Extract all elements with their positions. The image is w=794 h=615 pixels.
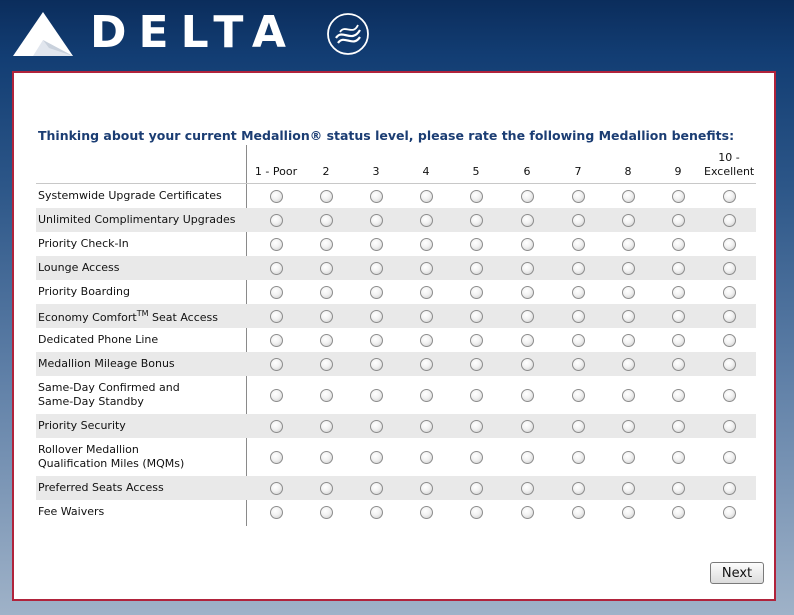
rating-radio[interactable] bbox=[622, 420, 635, 433]
rating-radio[interactable] bbox=[622, 214, 635, 227]
rating-radio[interactable] bbox=[672, 482, 685, 495]
rating-row bbox=[36, 414, 756, 438]
rating-radio[interactable] bbox=[420, 286, 433, 299]
rating-radio[interactable] bbox=[470, 334, 483, 347]
rating-radio[interactable] bbox=[370, 286, 383, 299]
rating-radio[interactable] bbox=[572, 451, 585, 464]
row-label-text: Priority Security bbox=[38, 419, 126, 432]
rating-row bbox=[36, 232, 756, 256]
rating-radio[interactable] bbox=[420, 506, 433, 519]
rating-radio[interactable] bbox=[320, 420, 333, 433]
rating-radio[interactable] bbox=[320, 482, 333, 495]
rating-radio[interactable] bbox=[572, 389, 585, 402]
row-label bbox=[38, 481, 238, 495]
row-label bbox=[38, 285, 238, 299]
rating-radio[interactable] bbox=[672, 420, 685, 433]
row-label-suffix: Seat Access bbox=[148, 310, 218, 324]
rating-grid bbox=[36, 145, 756, 524]
rating-radio[interactable] bbox=[622, 286, 635, 299]
rating-radio[interactable] bbox=[370, 262, 383, 275]
row-label-text: Same-Day Confirmed and Same-Day Standby bbox=[38, 381, 180, 408]
rating-row bbox=[36, 280, 756, 304]
rating-radio[interactable] bbox=[672, 214, 685, 227]
rating-radio[interactable] bbox=[572, 358, 585, 371]
rating-row bbox=[36, 184, 756, 208]
rating-radio[interactable] bbox=[723, 190, 736, 203]
rating-radio[interactable] bbox=[723, 214, 736, 227]
column-header: 7 bbox=[574, 165, 582, 178]
next-button[interactable]: Next bbox=[710, 562, 764, 584]
row-label-text: Lounge Access bbox=[38, 261, 120, 274]
column-header: 4 bbox=[422, 165, 430, 178]
rating-radio[interactable] bbox=[320, 190, 333, 203]
rating-radio[interactable] bbox=[672, 262, 685, 275]
row-label bbox=[38, 443, 198, 471]
rating-radio[interactable] bbox=[370, 358, 383, 371]
rating-radio[interactable] bbox=[320, 451, 333, 464]
rating-radio[interactable] bbox=[622, 451, 635, 464]
rating-radio[interactable] bbox=[622, 358, 635, 371]
row-label-text: Systemwide Upgrade Certificates bbox=[38, 189, 222, 202]
row-label bbox=[38, 505, 238, 519]
rating-radio[interactable] bbox=[270, 310, 283, 323]
rating-radio[interactable] bbox=[320, 506, 333, 519]
row-label bbox=[38, 307, 238, 325]
rating-row bbox=[36, 304, 756, 328]
survey-question: Thinking about your current Medallion® status level, please rate the following Medallion benefits: bbox=[38, 128, 735, 143]
row-label bbox=[38, 357, 238, 371]
rating-radio[interactable] bbox=[622, 238, 635, 251]
rating-radio[interactable] bbox=[723, 238, 736, 251]
rating-radio[interactable] bbox=[622, 506, 635, 519]
rating-radio[interactable] bbox=[470, 238, 483, 251]
row-label-text: Priority Check-In bbox=[38, 237, 129, 250]
rating-radio[interactable] bbox=[270, 482, 283, 495]
skyteam-logo-icon bbox=[322, 10, 374, 58]
rating-radio[interactable] bbox=[521, 506, 534, 519]
rating-row bbox=[36, 352, 756, 376]
rating-radio[interactable] bbox=[470, 286, 483, 299]
column-header: 6 bbox=[523, 165, 531, 178]
column-header: 9 bbox=[674, 165, 682, 178]
rating-radio[interactable] bbox=[370, 334, 383, 347]
rating-radio[interactable] bbox=[672, 310, 685, 323]
rating-radio[interactable] bbox=[572, 420, 585, 433]
rating-row bbox=[36, 476, 756, 500]
rating-radio[interactable] bbox=[521, 358, 534, 371]
rating-radio[interactable] bbox=[320, 286, 333, 299]
column-header: 1 - Poor bbox=[254, 165, 298, 178]
rating-radio[interactable] bbox=[572, 262, 585, 275]
rating-radio[interactable] bbox=[723, 420, 736, 433]
row-label bbox=[38, 261, 238, 275]
rating-radio[interactable] bbox=[572, 238, 585, 251]
rating-radio[interactable] bbox=[320, 334, 333, 347]
row-label bbox=[38, 213, 238, 227]
column-header: 3 bbox=[372, 165, 380, 178]
rating-radio[interactable] bbox=[320, 262, 333, 275]
rating-radio[interactable] bbox=[470, 482, 483, 495]
survey-panel bbox=[12, 71, 776, 601]
rating-radio[interactable] bbox=[572, 482, 585, 495]
rating-radio[interactable] bbox=[470, 214, 483, 227]
rating-row bbox=[36, 438, 756, 476]
rating-radio[interactable] bbox=[420, 238, 433, 251]
rating-radio[interactable] bbox=[672, 238, 685, 251]
rating-radio[interactable] bbox=[320, 238, 333, 251]
rating-radio[interactable] bbox=[370, 451, 383, 464]
rating-radio[interactable] bbox=[270, 214, 283, 227]
rating-row bbox=[36, 328, 756, 352]
rating-radio[interactable] bbox=[521, 389, 534, 402]
rating-radio[interactable] bbox=[270, 358, 283, 371]
row-label bbox=[38, 333, 238, 347]
row-label-text: Unlimited Complimentary Upgrades bbox=[38, 213, 236, 226]
rating-radio[interactable] bbox=[521, 262, 534, 275]
row-label-text: Economy Comfort bbox=[38, 310, 137, 324]
rating-radio[interactable] bbox=[723, 310, 736, 323]
rating-radio[interactable] bbox=[521, 420, 534, 433]
rating-radio[interactable] bbox=[270, 420, 283, 433]
rating-radio[interactable] bbox=[622, 334, 635, 347]
row-label-text: Dedicated Phone Line bbox=[38, 333, 159, 346]
rating-radio[interactable] bbox=[572, 214, 585, 227]
rating-radio[interactable] bbox=[420, 389, 433, 402]
rating-radio[interactable] bbox=[420, 482, 433, 495]
rating-radio[interactable] bbox=[470, 389, 483, 402]
row-label-text: Fee Waivers bbox=[38, 505, 105, 518]
row-label bbox=[38, 189, 238, 203]
row-label-text: Preferred Seats Access bbox=[38, 481, 164, 494]
rating-radio[interactable] bbox=[723, 451, 736, 464]
rating-radio[interactable] bbox=[672, 389, 685, 402]
rating-radio[interactable] bbox=[370, 420, 383, 433]
rating-radio[interactable] bbox=[320, 389, 333, 402]
rating-rows bbox=[36, 184, 756, 524]
rating-radio[interactable] bbox=[521, 286, 534, 299]
rating-radio[interactable] bbox=[622, 482, 635, 495]
rating-radio[interactable] bbox=[521, 238, 534, 251]
rating-radio[interactable] bbox=[270, 389, 283, 402]
rating-radio[interactable] bbox=[622, 389, 635, 402]
rating-radio[interactable] bbox=[470, 310, 483, 323]
rating-radio[interactable] bbox=[723, 482, 736, 495]
rating-radio[interactable] bbox=[470, 506, 483, 519]
rating-radio[interactable] bbox=[420, 214, 433, 227]
rating-radio[interactable] bbox=[470, 358, 483, 371]
rating-radio[interactable] bbox=[470, 190, 483, 203]
rating-radio[interactable] bbox=[672, 506, 685, 519]
rating-radio[interactable] bbox=[672, 451, 685, 464]
rating-radio[interactable] bbox=[521, 310, 534, 323]
rating-radio[interactable] bbox=[270, 286, 283, 299]
column-header-row bbox=[36, 145, 756, 184]
rating-radio[interactable] bbox=[420, 310, 433, 323]
rating-radio[interactable] bbox=[572, 286, 585, 299]
rating-radio[interactable] bbox=[572, 310, 585, 323]
rating-radio[interactable] bbox=[470, 420, 483, 433]
rating-radio[interactable] bbox=[420, 420, 433, 433]
rating-radio[interactable] bbox=[521, 214, 534, 227]
trademark-superscript: TM bbox=[136, 309, 149, 319]
rating-radio[interactable] bbox=[470, 451, 483, 464]
rating-radio[interactable] bbox=[320, 214, 333, 227]
row-label bbox=[38, 419, 238, 433]
row-label-text: Rollover Medallion Qualification Miles (MQMs) bbox=[38, 443, 185, 470]
rating-radio[interactable] bbox=[521, 334, 534, 347]
rating-radio[interactable] bbox=[572, 506, 585, 519]
rating-radio[interactable] bbox=[270, 238, 283, 251]
rating-radio[interactable] bbox=[723, 389, 736, 402]
column-header: 5 bbox=[472, 165, 480, 178]
rating-radio[interactable] bbox=[370, 506, 383, 519]
rating-radio[interactable] bbox=[370, 238, 383, 251]
rating-radio[interactable] bbox=[420, 190, 433, 203]
rating-radio[interactable] bbox=[672, 190, 685, 203]
row-label-text: Medallion Mileage Bonus bbox=[38, 357, 175, 370]
rating-row bbox=[36, 500, 756, 524]
rating-radio[interactable] bbox=[622, 262, 635, 275]
row-label-text: Priority Boarding bbox=[38, 285, 130, 298]
rating-radio[interactable] bbox=[521, 451, 534, 464]
rating-radio[interactable] bbox=[470, 262, 483, 275]
rating-radio[interactable] bbox=[521, 190, 534, 203]
rating-radio[interactable] bbox=[320, 310, 333, 323]
rating-radio[interactable] bbox=[370, 482, 383, 495]
rating-radio[interactable] bbox=[521, 482, 534, 495]
rating-radio[interactable] bbox=[622, 310, 635, 323]
rating-row bbox=[36, 376, 756, 414]
rating-radio[interactable] bbox=[420, 358, 433, 371]
rating-radio[interactable] bbox=[672, 358, 685, 371]
row-label bbox=[38, 381, 198, 409]
row-label bbox=[38, 237, 238, 251]
rating-radio[interactable] bbox=[420, 334, 433, 347]
rating-radio[interactable] bbox=[270, 262, 283, 275]
rating-radio[interactable] bbox=[370, 214, 383, 227]
rating-radio[interactable] bbox=[370, 310, 383, 323]
rating-radio[interactable] bbox=[672, 334, 685, 347]
rating-row bbox=[36, 208, 756, 232]
column-header: 8 bbox=[624, 165, 632, 178]
rating-radio[interactable] bbox=[370, 190, 383, 203]
rating-radio[interactable] bbox=[723, 334, 736, 347]
rating-radio[interactable] bbox=[572, 190, 585, 203]
rating-radio[interactable] bbox=[622, 190, 635, 203]
rating-radio[interactable] bbox=[723, 286, 736, 299]
rating-radio[interactable] bbox=[723, 262, 736, 275]
rating-radio[interactable] bbox=[723, 506, 736, 519]
rating-radio[interactable] bbox=[270, 506, 283, 519]
rating-radio[interactable] bbox=[370, 389, 383, 402]
rating-radio[interactable] bbox=[270, 190, 283, 203]
rating-radio[interactable] bbox=[320, 358, 333, 371]
rating-radio[interactable] bbox=[572, 334, 585, 347]
rating-radio[interactable] bbox=[420, 451, 433, 464]
column-header: 10 - Excellent bbox=[704, 151, 755, 178]
rating-radio[interactable] bbox=[672, 286, 685, 299]
rating-row bbox=[36, 256, 756, 280]
delta-widget-logo-icon bbox=[13, 12, 73, 56]
brand-wordmark: DELTA bbox=[90, 7, 298, 58]
rating-radio[interactable] bbox=[270, 451, 283, 464]
header bbox=[0, 0, 794, 66]
rating-radio[interactable] bbox=[270, 334, 283, 347]
rating-radio[interactable] bbox=[723, 358, 736, 371]
rating-radio[interactable] bbox=[420, 262, 433, 275]
column-header: 2 bbox=[322, 165, 330, 178]
